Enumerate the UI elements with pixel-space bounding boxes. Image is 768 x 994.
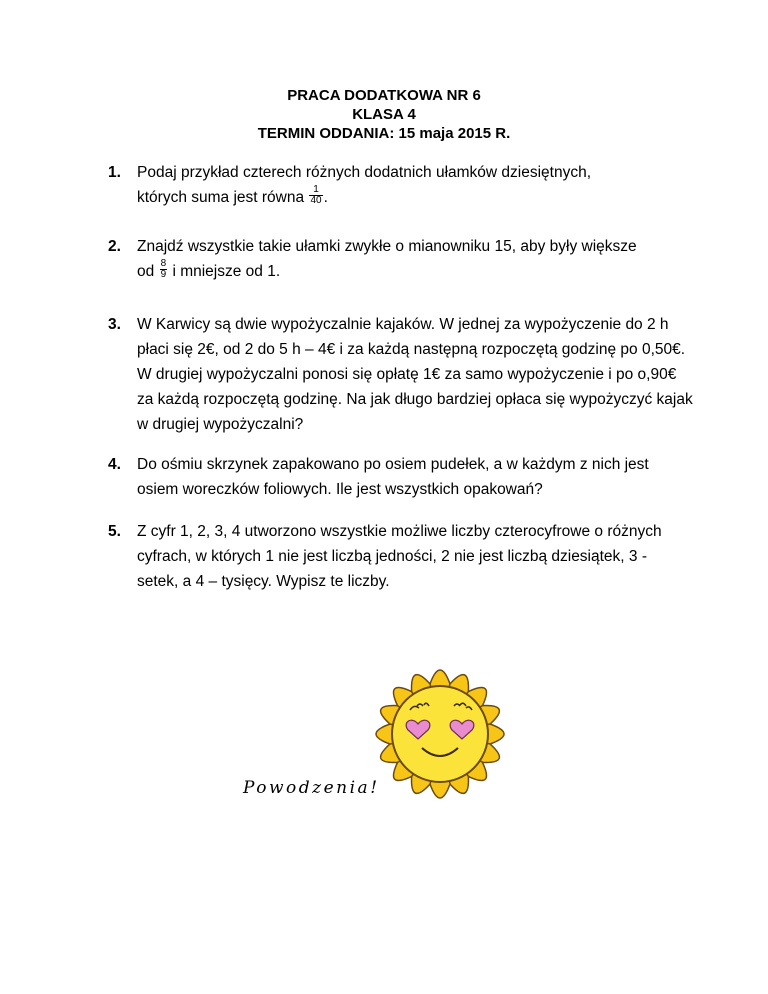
- task-text-end: .: [323, 189, 328, 206]
- task-number: 3.: [108, 316, 121, 333]
- task-5: [108, 519, 708, 594]
- good-luck-text: Powodzenia!: [243, 778, 380, 798]
- header-class: KLASA 4: [352, 106, 416, 123]
- fraction-numerator: 1: [309, 185, 322, 196]
- task-number: 4.: [108, 456, 121, 473]
- task-text: Do ośmiu skrzynek zapakowano po osiem pudełek, a w każdym z nich jest osiem woreczków foliowych. Ile jest wszystkich opakowań?: [137, 456, 649, 498]
- task-text: Znajdź wszystkie takie ułamki zwykłe o mianowniku 15, aby były większe: [137, 238, 637, 255]
- task-2: [108, 234, 708, 284]
- fraction-numerator: 8: [160, 258, 167, 270]
- task-text-cont: od: [137, 263, 155, 280]
- task-number: 2.: [108, 238, 121, 255]
- header-deadline: TERMIN ODDANIA: 15 maja 2015 R.: [257, 125, 511, 142]
- header-title: PRACA DODATKOWA NR 6: [287, 87, 481, 104]
- task-text: Z cyfr 1, 2, 3, 4 utworzono wszystkie możliwe liczby czterocyfrowe o różnych cyfrach, w których 1 nie jest liczbą jedności, 2 nie jest liczbą dziesiątek, 3 - setek, a 4 – tysięcy. Wypisz te liczby.: [137, 523, 662, 590]
- fraction: [160, 259, 168, 280]
- task-text: W Karwicy są dwie wypożyczalnie kajaków. W jednej za wypożyczenie do 2 h płaci się 2€, od 2 do 5 h – 4€ i za każdą następną rozpoczętą godzinę po 0,50€. W drugiej wypożyczalni ponosi się opłatę 1€ za samo wypożyczenie i po o,90€ za każdą rozpoczętą godzinę. Na jak długo bardziej opłaca się wypożyczyć kajak w drugiej wypożyczalni?: [137, 316, 693, 433]
- task-1: [108, 160, 708, 210]
- task-3: [108, 312, 708, 437]
- fraction-denominator: 9: [160, 269, 167, 281]
- worksheet-header: [0, 86, 768, 143]
- task-4: [108, 452, 708, 502]
- sun-face: [392, 686, 488, 782]
- smiling-sun-illustration: [360, 654, 520, 814]
- fraction: [309, 185, 322, 206]
- fraction-denominator: 40: [310, 195, 322, 207]
- task-number: 5.: [108, 523, 121, 540]
- task-text: Podaj przykład czterech różnych dodatnich ułamków dziesiętnych,: [137, 164, 592, 181]
- task-text-end: i mniejsze od 1.: [172, 263, 281, 280]
- task-number: 1.: [108, 164, 121, 181]
- task-text-cont: których suma jest równa: [137, 189, 305, 206]
